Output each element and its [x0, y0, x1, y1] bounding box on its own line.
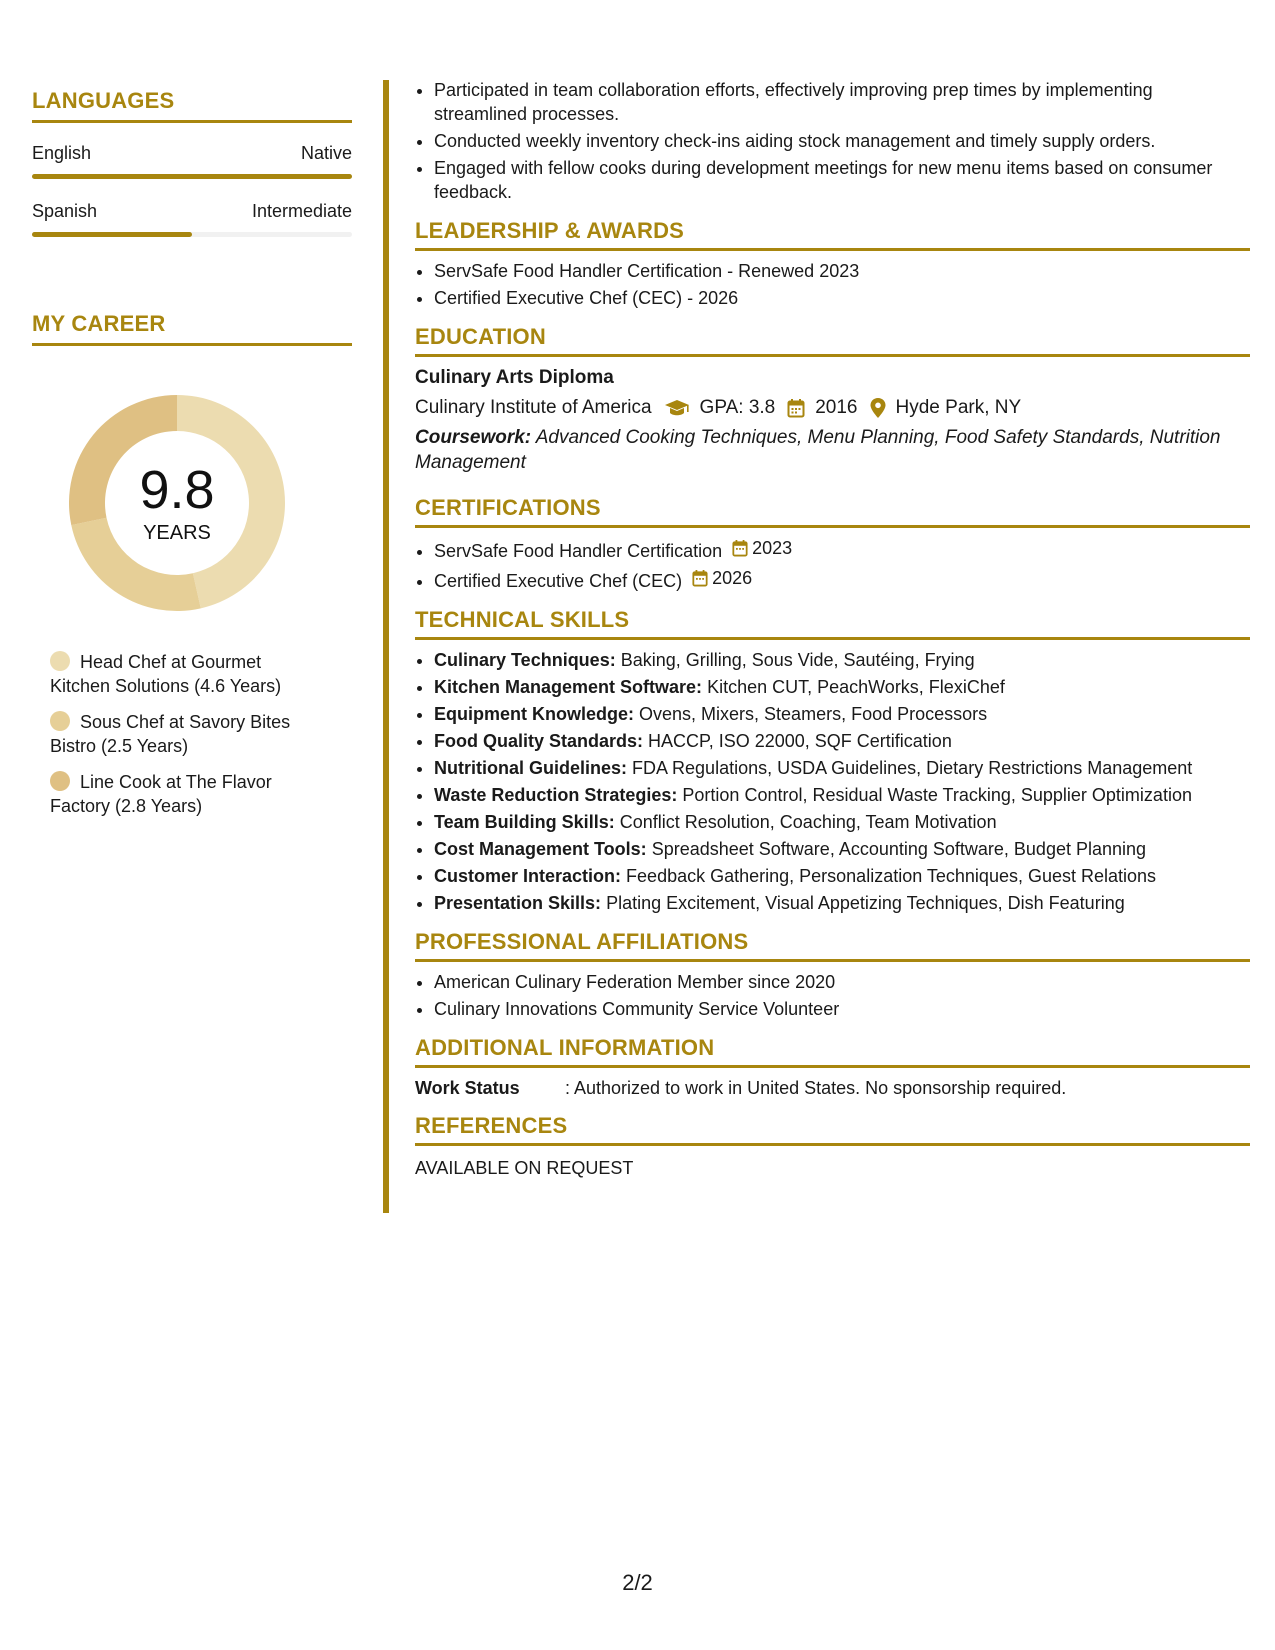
- coursework-text: Advanced Cooking Techniques, Menu Planning, Food Safety Standards, Nutrition Management: [415, 427, 1221, 473]
- education-degree: Culinary Arts Diploma: [415, 367, 614, 388]
- work-status-label: Work Status: [415, 1078, 520, 1098]
- coursework-label: Coursework:: [415, 427, 532, 448]
- skill-item: [434, 648, 1250, 672]
- skill-item: [434, 891, 1250, 915]
- technical-skills-list: [415, 648, 1250, 915]
- skill-label: Waste Reduction Strategies:: [434, 785, 678, 805]
- career-legend-label: Line Cook at The Flavor Factory (2.8 Years): [50, 772, 272, 816]
- skill-item: [434, 756, 1250, 780]
- leadership-item: • Certified Executive Chef (CEC) - 2026: [434, 286, 1250, 310]
- legend-color-dot: [50, 771, 70, 791]
- certification-year: 2023: [752, 538, 793, 558]
- calendar-icon: [732, 539, 748, 557]
- experience-bullet: • Participated in team collaboration efforts, effectively improving prep times by implementing streamlined processes.: [434, 78, 1250, 126]
- additional-info-heading: ADDITIONAL INFORMATION: [415, 1035, 1250, 1068]
- career-legend-label: Sous Chef at Savory Bites Bistro (2.5 Years): [50, 712, 291, 756]
- skill-label: Nutritional Guidelines:: [434, 758, 628, 778]
- left-column: [32, 88, 352, 830]
- right-column: [415, 78, 1250, 1179]
- skill-value: Ovens, Mixers, Steamers, Food Processors: [639, 704, 988, 724]
- language-item: [32, 143, 352, 179]
- skill-value: HACCP, ISO 22000, SQF Certification: [648, 731, 952, 751]
- language-name: English: [32, 143, 92, 163]
- language-name: Spanish: [32, 201, 98, 221]
- career-legend-label: Head Chef at Gourmet Kitchen Solutions (4.6 Years): [50, 652, 282, 696]
- career-heading: MY CAREER: [32, 311, 352, 346]
- skill-label: Presentation Skills:: [434, 893, 602, 913]
- legend-color-dot: [50, 651, 70, 671]
- language-proficiency-fill: [32, 232, 192, 237]
- calendar-icon: [787, 398, 805, 418]
- graduation-cap-icon: [664, 398, 690, 418]
- career-donut-center: [62, 388, 292, 618]
- career-legend-item: [50, 770, 320, 818]
- skill-item: [434, 702, 1250, 726]
- affiliation-item: • American Culinary Federation Member since 2020: [434, 970, 1250, 994]
- career-donut-chart: [62, 388, 292, 618]
- language-level: Native: [300, 143, 352, 163]
- language-item: [32, 201, 352, 237]
- certifications-list: [415, 536, 1250, 593]
- language-proficiency-fill: [32, 174, 352, 179]
- certification-item: [434, 566, 1250, 593]
- education-school: Culinary Institute of America: [415, 397, 652, 418]
- skill-item: [434, 864, 1250, 888]
- language-proficiency-bar: [32, 232, 352, 237]
- skill-item: [434, 837, 1250, 861]
- experience-bullet-list: [415, 78, 1250, 204]
- references-heading: REFERENCES: [415, 1113, 1250, 1146]
- languages-heading: LANGUAGES: [32, 88, 352, 123]
- affiliation-item: • Culinary Innovations Community Service Volunteer: [434, 997, 1250, 1021]
- page-number: 2/2: [622, 1570, 653, 1595]
- skill-label: Culinary Techniques:: [434, 650, 616, 670]
- skill-item: [434, 675, 1250, 699]
- skill-value: Feedback Gathering, Personalization Techniques, Guest Relations: [626, 866, 1157, 886]
- skill-label: Team Building Skills:: [434, 812, 615, 832]
- skill-value: Spreadsheet Software, Accounting Software, Budget Planning: [651, 839, 1147, 859]
- education-coursework: [415, 425, 1250, 475]
- column-divider: [383, 80, 389, 1213]
- career-total-years: 9.8: [139, 459, 215, 520]
- affiliations-heading: PROFESSIONAL AFFILIATIONS: [415, 929, 1250, 962]
- technical-skills-heading: TECHNICAL SKILLS: [415, 607, 1250, 640]
- skill-item: [434, 810, 1250, 834]
- leadership-heading: LEADERSHIP & AWARDS: [415, 218, 1250, 251]
- leadership-item: • ServSafe Food Handler Certification - Renewed 2023: [434, 259, 1250, 283]
- calendar-icon: [692, 569, 708, 587]
- skill-label: Cost Management Tools:: [434, 839, 647, 859]
- skill-value: Kitchen CUT, PeachWorks, FlexiChef: [707, 677, 1005, 697]
- certifications-heading: CERTIFICATIONS: [415, 495, 1250, 528]
- language-proficiency-bar: [32, 174, 352, 179]
- career-legend-item: [50, 710, 320, 758]
- skill-label: Food Quality Standards:: [434, 731, 644, 751]
- skill-value: Baking, Grilling, Sous Vide, Sautéing, Frying: [620, 650, 975, 670]
- legend-color-dot: [50, 711, 70, 731]
- skill-value: Plating Excitement, Visual Appetizing Techniques, Dish Featuring: [606, 893, 1125, 913]
- work-status-value: : Authorized to work in United States. No sponsorship required.: [565, 1078, 1067, 1098]
- references-text: AVAILABLE ON REQUEST: [415, 1158, 634, 1178]
- leadership-list: [415, 259, 1250, 310]
- skill-label: Kitchen Management Software:: [434, 677, 703, 697]
- education-location: Hyde Park, NY: [895, 397, 1022, 418]
- skill-value: FDA Regulations, USDA Guidelines, Dietary Restrictions Management: [632, 758, 1193, 778]
- skill-item: [434, 729, 1250, 753]
- career-legend: [50, 650, 320, 818]
- location-pin-icon: [870, 398, 886, 418]
- skill-label: Customer Interaction:: [434, 866, 622, 886]
- work-status-row: [415, 1078, 1250, 1099]
- experience-bullet: • Engaged with fellow cooks during development meetings for new menu items based on consumer feedback.: [434, 156, 1250, 204]
- skill-item: [434, 783, 1250, 807]
- skill-value: Portion Control, Residual Waste Tracking, Supplier Optimization: [682, 785, 1192, 805]
- education-gpa: GPA: 3.8: [699, 397, 776, 418]
- affiliations-list: [415, 970, 1250, 1021]
- certification-year: 2026: [712, 568, 753, 588]
- career-legend-item: [50, 650, 320, 698]
- experience-bullet: • Conducted weekly inventory check-ins aiding stock management and timely supply orders.: [434, 129, 1250, 153]
- certification-name: Certified Executive Chef (CEC): [434, 571, 683, 591]
- career-total-unit: YEARS: [143, 521, 211, 544]
- language-level: Intermediate: [251, 201, 352, 221]
- education-year: 2016: [815, 397, 858, 418]
- education-meta: [415, 397, 1250, 419]
- certification-item: [434, 536, 1250, 563]
- skill-value: Conflict Resolution, Coaching, Team Motivation: [619, 812, 997, 832]
- education-heading: EDUCATION: [415, 324, 1250, 357]
- skill-label: Equipment Knowledge:: [434, 704, 634, 724]
- certification-name: ServSafe Food Handler Certification: [434, 541, 723, 561]
